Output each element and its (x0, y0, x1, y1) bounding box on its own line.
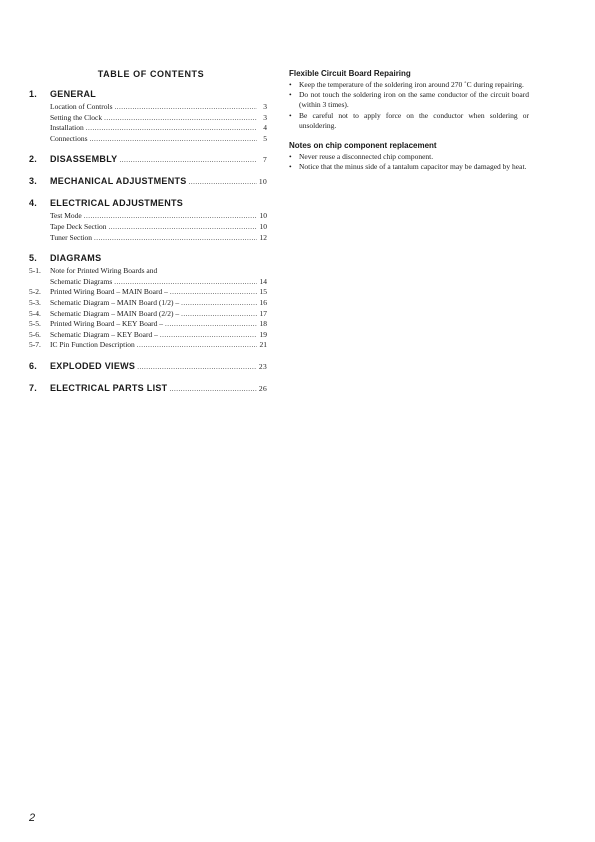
toc-title: TABLE OF CONTENTS (97, 69, 205, 79)
toc-item[interactable] (29, 330, 267, 341)
section-title: DIAGRAMS (50, 253, 102, 264)
bullet-text: Never reuse a disconnected chip component. (299, 152, 434, 162)
bullet-icon: • (289, 110, 292, 120)
dot-leader (119, 156, 257, 164)
section-number: 2. (29, 154, 38, 165)
section-number: 4. (29, 198, 38, 209)
toc-item[interactable] (29, 222, 267, 233)
bullet-text: Be careful not to apply force on the conductor when soldering or unsoldering. (299, 110, 529, 130)
toc-section (29, 253, 267, 351)
item-page-number: 12 (259, 232, 267, 242)
page-number: 2 (29, 812, 36, 824)
dot-leader (109, 223, 257, 231)
toc-section-heading[interactable] (29, 176, 267, 188)
dot-leader (104, 114, 257, 122)
service-notes (289, 69, 529, 182)
section-title: MECHANICAL ADJUSTMENTS (50, 176, 187, 187)
note-block (289, 141, 529, 172)
dot-leader (189, 178, 257, 186)
item-number: 5-6. (29, 329, 41, 339)
toc-item[interactable] (29, 233, 267, 244)
toc-section-heading[interactable] (29, 383, 267, 395)
bullet-icon: • (289, 162, 292, 172)
item-title: Setting the Clock (50, 112, 103, 122)
item-title: Schematic Diagram – MAIN Board (2/2) – (50, 308, 180, 318)
item-title: Tuner Section (50, 232, 93, 242)
section-page-number: 7 (262, 155, 267, 165)
section-page-number: 10 (258, 177, 267, 187)
item-page-number: 5 (263, 133, 267, 143)
section-number: 1. (29, 89, 38, 99)
section-title: GENERAL (50, 89, 97, 99)
section-title: ELECTRICAL PARTS LIST (50, 382, 168, 393)
toc-section (29, 89, 267, 144)
toc-item[interactable] (29, 319, 267, 330)
item-number: 5-2. (29, 287, 41, 297)
item-page-number: 17 (259, 308, 267, 318)
note-bullet (289, 111, 529, 131)
dot-leader (84, 212, 257, 220)
dot-leader (181, 310, 257, 318)
toc-item[interactable] (29, 266, 267, 277)
note-heading: Notes on chip component replacement (289, 141, 437, 151)
toc-item[interactable] (29, 287, 267, 298)
toc-section-heading[interactable] (29, 253, 267, 265)
item-page-number: 19 (259, 329, 267, 339)
section-number: 5. (29, 253, 38, 264)
toc-item[interactable] (29, 211, 267, 222)
item-page-number: 3 (263, 112, 267, 122)
dot-leader (165, 320, 257, 328)
toc-section-heading[interactable] (29, 198, 267, 210)
item-title: Schematic Diagrams (50, 276, 113, 286)
item-title: Printed Wiring Board – KEY Board – (50, 319, 164, 329)
toc-item[interactable] (29, 102, 267, 113)
item-page-number: 4 (263, 123, 267, 133)
bullet-icon: • (289, 80, 292, 89)
item-number: 5-1. (29, 266, 41, 276)
item-page-number: 18 (259, 319, 267, 329)
toc-item-list (29, 211, 267, 243)
toc-section (29, 154, 267, 166)
toc-section-heading[interactable] (29, 361, 267, 373)
toc-section (29, 361, 267, 373)
item-page-number: 3 (263, 102, 267, 111)
note-bullet (289, 162, 529, 172)
item-title: Test Mode (50, 211, 82, 221)
item-title: Schematic Diagram – KEY Board – (50, 329, 158, 339)
dot-leader (137, 363, 257, 371)
section-page-number: 23 (258, 361, 267, 371)
bullet-icon: • (289, 90, 292, 100)
dot-leader (181, 299, 257, 307)
item-title: Location of Controls (50, 102, 113, 111)
toc-section (29, 176, 267, 188)
note-bullet-list (289, 152, 529, 172)
item-number: 5-3. (29, 297, 41, 307)
item-title: Installation (50, 123, 84, 133)
toc-item-list (29, 266, 267, 351)
toc-item-list (29, 102, 267, 144)
dot-leader (169, 385, 256, 393)
dot-leader (90, 135, 258, 143)
item-number: 5-4. (29, 308, 41, 318)
note-block (289, 69, 529, 131)
item-number: 5-7. (29, 340, 41, 350)
item-title: Printed Wiring Board – MAIN Board – (50, 287, 168, 297)
item-title: Note for Printed Wiring Boards and (50, 266, 158, 276)
note-bullet (289, 90, 529, 110)
bullet-text: Keep the temperature of the soldering iron around 270 ˚C during repairing. (299, 80, 524, 89)
note-bullet (289, 80, 529, 90)
toc-item[interactable] (29, 113, 267, 124)
section-title: ELECTRICAL ADJUSTMENTS (50, 198, 184, 209)
dot-leader (137, 341, 257, 349)
toc-sections (29, 89, 267, 395)
toc-section-heading[interactable] (29, 154, 267, 166)
dot-leader (170, 288, 257, 296)
item-title: Tape Deck Section (50, 221, 107, 231)
section-title: EXPLODED VIEWS (50, 360, 136, 371)
item-page-number: 21 (259, 340, 267, 350)
item-page-number: 16 (259, 297, 267, 307)
toc-section (29, 198, 267, 243)
note-heading: Flexible Circuit Board Repairing (289, 69, 411, 78)
toc-item[interactable] (29, 340, 267, 351)
dot-leader (94, 234, 257, 242)
toc-item[interactable] (29, 134, 267, 145)
bullet-text: Notice that the minus side of a tantalum capacitor may be damaged by heat. (299, 162, 527, 172)
section-number: 7. (29, 382, 38, 393)
dot-leader (160, 331, 257, 339)
section-number: 6. (29, 360, 38, 371)
item-title: Schematic Diagram – MAIN Board (1/2) – (50, 297, 180, 307)
note-bullet (289, 152, 529, 162)
item-page-number: 10 (259, 221, 267, 231)
toc-section-heading[interactable] (29, 89, 267, 101)
toc-item[interactable] (29, 298, 267, 309)
section-number: 3. (29, 176, 38, 187)
note-bullet-list (289, 80, 529, 131)
dot-leader (114, 278, 257, 286)
dot-leader (86, 124, 257, 132)
section-title: DISASSEMBLY (50, 154, 118, 165)
dot-leader (115, 103, 258, 111)
table-of-contents (29, 69, 267, 405)
toc-item[interactable] (29, 309, 267, 320)
item-number: 5-5. (29, 319, 41, 329)
toc-section (29, 383, 267, 395)
section-page-number: 26 (258, 383, 267, 393)
item-title: Connections (50, 133, 88, 143)
item-title: IC Pin Function Description (50, 340, 135, 350)
item-page-number: 15 (259, 287, 267, 297)
toc-item[interactable] (29, 277, 267, 288)
toc-item[interactable] (29, 123, 267, 134)
item-page-number: 10 (259, 211, 267, 221)
bullet-text: Do not touch the soldering iron on the same conductor of the circuit board (within 3 times). (299, 90, 529, 110)
bullet-icon: • (289, 152, 292, 162)
item-page-number: 14 (259, 276, 267, 286)
